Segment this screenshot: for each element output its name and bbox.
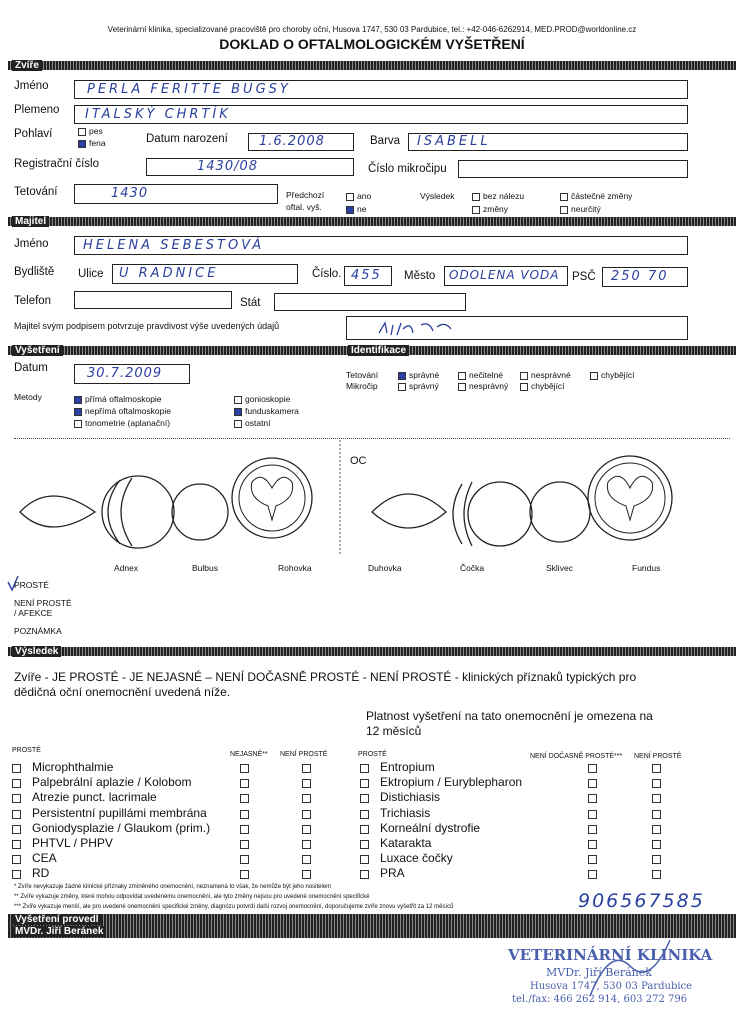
left-disease-col2-checkbox[interactable] — [302, 779, 311, 788]
handwritten-chip-number: 906567585 — [578, 890, 705, 912]
right-disease-free-checkbox[interactable] — [360, 870, 369, 879]
street-value: U RADNICE — [119, 266, 219, 281]
city-label: Město — [404, 270, 436, 282]
left-disease-col2-checkbox[interactable] — [302, 870, 311, 879]
left-disease-name: Persistentní pupillámi membrána — [32, 805, 207, 820]
left-disease-col1-checkbox[interactable] — [240, 794, 249, 803]
left-head-unclear: NEJASNÉ** — [230, 751, 268, 758]
tattoo-field[interactable] — [74, 184, 278, 204]
owner-signature-field[interactable] — [346, 316, 688, 340]
section-label-examiner: Vyšetření provedl — [12, 914, 102, 925]
right-disease-name: Luxace čočky — [380, 851, 453, 866]
owner-name-field[interactable] — [74, 236, 688, 255]
right-disease-col2-checkbox[interactable] — [652, 810, 661, 819]
left-disease-col1-checkbox[interactable] — [240, 764, 249, 773]
left-disease-free-checkbox[interactable] — [12, 840, 21, 849]
phone-label: Telefon — [14, 295, 52, 307]
right-disease-free-checkbox[interactable] — [360, 764, 369, 773]
breed-value: ITALSKÝ CHRTÍK — [85, 107, 231, 122]
left-head-not-free: NENÍ PROSTÉ — [280, 751, 328, 758]
label-sklivec: Sklivec — [546, 563, 573, 573]
right-disease-col2-checkbox[interactable] — [652, 779, 661, 788]
right-disease-name: Distichiasis — [380, 790, 441, 805]
section-label-exam: Vyšetření — [12, 345, 63, 356]
right-disease-col2-checkbox[interactable] — [652, 840, 661, 849]
right-disease-col2-checkbox[interactable] — [652, 764, 661, 773]
right-disease-col2-checkbox[interactable] — [652, 855, 661, 864]
right-disease-free-checkbox[interactable] — [360, 855, 369, 864]
clinic-line: Veterinární klinika, specializované pracoviště pro choroby oční, Husova 1747, 530 03 Pardubice, tel.: +42-046-6262914, MED.PROD@worldonline.cz — [107, 25, 637, 34]
number-field[interactable] — [344, 266, 392, 286]
oc-label: OC — [350, 455, 367, 467]
ident-tattoo-incorrect[interactable]: nesprávné — [520, 370, 571, 380]
exam-date-value: 30.7.2009 — [87, 366, 163, 381]
right-disease-col1-checkbox[interactable] — [588, 810, 597, 819]
right-disease-name: Katarakta — [380, 836, 432, 850]
label-fundus: Fundus — [632, 563, 661, 573]
city-field[interactable] — [444, 266, 568, 286]
validity-line-1: Platnost vyšetření na tato onemocnění je omezena na — [366, 709, 653, 723]
verdict-statement-2: dědičná oční onemocnění uvedená níže. — [14, 685, 231, 699]
exam-date-field[interactable] — [74, 364, 190, 384]
left-disease-free-checkbox[interactable] — [12, 810, 21, 819]
section-label-verdict: Výsledek — [12, 646, 61, 657]
method-funduscamera[interactable]: funduskamera — [234, 406, 299, 416]
page-title: DOKLAD O OFTALMOLOGICKÉM VYŠETŘENÍ — [219, 36, 525, 52]
prev-exam-label-2: oftal. vyš. — [286, 202, 322, 212]
left-disease-col2-checkbox[interactable] — [302, 855, 311, 864]
left-disease-free-checkbox[interactable] — [12, 855, 21, 864]
right-disease-col2-checkbox[interactable] — [652, 870, 661, 879]
prev-no[interactable]: ne — [346, 204, 366, 214]
state-field[interactable] — [274, 293, 466, 311]
left-disease-name: Goniodysplazie / Glaukom (prim.) — [32, 820, 211, 835]
number-value: 455 — [351, 268, 382, 283]
section-bar-owner — [8, 217, 736, 226]
ident-tattoo-correct[interactable]: správné — [398, 370, 439, 380]
phone-field[interactable] — [74, 291, 232, 309]
right-disease-col1-checkbox[interactable] — [588, 840, 597, 849]
address-label: Bydliště — [14, 266, 55, 278]
label-cocka: Čočka — [460, 563, 485, 573]
verdict-statement-1: Zvíře - JE PROSTÉ - JE NEJASNÉ – NENÍ DOČASNĚ PROSTÉ - NENÍ PROSTÉ - klinických příznaků typických pro — [14, 670, 637, 684]
animal-name-field[interactable] — [74, 80, 688, 99]
right-head-not-free: NENÍ PROSTÉ — [634, 753, 682, 760]
street-field[interactable] — [112, 264, 298, 284]
left-disease-name: Atrezie punct. lacrimale — [32, 790, 157, 805]
right-head-free: PROSTÉ — [358, 751, 387, 758]
zip-field[interactable] — [602, 267, 688, 287]
method-tonometry[interactable]: tonometrie (aplanační) — [74, 418, 170, 428]
right-disease-col1-checkbox[interactable] — [588, 794, 597, 803]
dob-label: Datum narození — [146, 133, 228, 145]
result-no-finding[interactable]: bez nálezu — [472, 191, 524, 201]
reg-field[interactable] — [146, 158, 354, 176]
label-bulbus: Bulbus — [192, 563, 218, 573]
method-other[interactable]: ostatní — [234, 418, 271, 428]
right-head-temp: NENÍ DOČASNĚ PROSTÉ*** — [530, 753, 623, 760]
left-disease-col1-checkbox[interactable] — [240, 870, 249, 879]
reg-value: 1430/08 — [197, 159, 259, 174]
prev-exam-label-1: Předchozí — [286, 190, 325, 200]
section-bar-examiner — [8, 914, 736, 938]
stamp-line-1: VETERINÁRNÍ KLINIKA — [508, 946, 713, 964]
ident-chip-label: Mikročip — [346, 381, 378, 391]
right-disease-col2-checkbox[interactable] — [652, 794, 661, 803]
section-bar-animal — [8, 61, 736, 70]
examiner-name: MVDr. Jiří Beránek — [12, 926, 106, 937]
right-disease-name: PRA — [380, 866, 405, 881]
ident-tattoo-label: Tetování — [346, 370, 379, 380]
right-disease-col1-checkbox[interactable] — [588, 764, 597, 773]
right-disease-free-checkbox[interactable] — [360, 840, 369, 849]
finding-note[interactable]: POZNÁMKA — [14, 626, 62, 636]
owner-signature — [377, 319, 457, 337]
ident-chip-missing[interactable]: chybějící — [520, 381, 565, 391]
tattoo-label: Tetování — [14, 186, 58, 198]
ident-chip-incorrect[interactable]: nesprávný — [458, 381, 508, 391]
footnote-2: ** Zvíře vykazuje změny, které mohou odpovídat uvedenému onemocnění, ale tyto změny nejsou pro uvedené onemocnění specifické — [14, 894, 370, 900]
right-disease-name: Trichiasis — [380, 805, 431, 820]
eye-diagram — [0, 440, 744, 560]
left-disease-col1-checkbox[interactable] — [240, 779, 249, 788]
method-direct[interactable]: přímá oftalmoskopie — [74, 394, 162, 404]
left-disease-name: CEA — [32, 851, 57, 866]
zip-value: 250 70 — [611, 269, 669, 284]
section-label-owner: Majitel — [12, 216, 49, 227]
sex-label: Pohlaví — [14, 128, 53, 140]
zip-label: PSČ — [572, 271, 596, 283]
right-disease-free-checkbox[interactable] — [360, 825, 369, 834]
left-disease-col2-checkbox[interactable] — [302, 764, 311, 773]
left-disease-col2-checkbox[interactable] — [302, 794, 311, 803]
tattoo-value: 1430 — [111, 186, 149, 201]
result-undetermined[interactable]: neurčitý — [560, 204, 601, 214]
finding-not-free[interactable]: NENÍ PROSTÉ — [14, 598, 72, 608]
street-label: Ulice — [78, 268, 104, 280]
right-disease-free-checkbox[interactable] — [360, 794, 369, 803]
left-disease-name: PHTVL / PHPV — [32, 836, 113, 850]
left-disease-free-checkbox[interactable] — [12, 825, 21, 834]
right-disease-free-checkbox[interactable] — [360, 810, 369, 819]
right-disease-col1-checkbox[interactable] — [588, 855, 597, 864]
left-disease-col2-checkbox[interactable] — [302, 825, 311, 834]
section-label-animal: Zvíře — [12, 60, 42, 71]
right-disease-name: Korneální dystrofie — [380, 820, 481, 835]
dob-value: 1.6.2008 — [259, 134, 325, 149]
animal-name-value: PERLA FERITTE BUGSY — [87, 82, 291, 97]
left-disease-col1-checkbox[interactable] — [240, 825, 249, 834]
validity-line-2: 12 měsíců — [366, 724, 422, 738]
section-label-identification: Identifikace — [348, 345, 409, 356]
left-disease-name: RD — [32, 866, 50, 881]
examiner-signature — [580, 936, 680, 1006]
left-disease-free-checkbox[interactable] — [12, 870, 21, 879]
section-bar-verdict — [8, 647, 736, 656]
reg-label: Registrační číslo — [14, 158, 100, 170]
footnote-1: * Zvíře nevykazuje žádné klinické příznaky zmíněného onemocnění, neznamená to však, že nemůže být jeho nositelem — [14, 884, 332, 890]
owner-sign-label: Majitel svým podpisem potvrzuje pravdivost výše uvedených údajů — [14, 321, 280, 331]
ident-tattoo-illegible[interactable]: nečitelné — [458, 370, 503, 380]
breed-field[interactable] — [74, 105, 688, 124]
left-disease-free-checkbox[interactable] — [12, 764, 21, 773]
color-value: ISABELL — [417, 134, 491, 149]
owner-name-value: HELENA SEBESTOVÁ — [83, 238, 265, 253]
right-disease-col1-checkbox[interactable] — [588, 825, 597, 834]
left-disease-col1-checkbox[interactable] — [240, 855, 249, 864]
right-disease-col1-checkbox[interactable] — [588, 870, 597, 879]
ident-chip-correct[interactable]: správný — [398, 381, 439, 391]
left-disease-free-checkbox[interactable] — [12, 779, 21, 788]
left-disease-name: Palpebrální aplazie / Kolobom — [32, 775, 192, 790]
chip-field[interactable] — [458, 160, 688, 178]
method-gonioscopy[interactable]: gonioskopie — [234, 394, 290, 404]
left-disease-name: Microphthalmie — [32, 760, 114, 774]
right-disease-free-checkbox[interactable] — [360, 779, 369, 788]
city-value: ODOLENA VODA — [449, 268, 560, 282]
right-disease-name: Ektropium / Euryblepharon — [380, 775, 523, 790]
label-rohovka: Rohovka — [278, 563, 312, 573]
animal-name-label: Jméno — [14, 80, 49, 92]
ident-tattoo-missing[interactable]: chybějící — [590, 370, 635, 380]
left-disease-free-checkbox[interactable] — [12, 794, 21, 803]
right-disease-name: Entropium — [380, 760, 435, 774]
label-adnex: Adnex — [114, 563, 139, 573]
owner-name-label: Jméno — [14, 238, 49, 250]
left-head-free: PROSTÉ — [12, 747, 41, 754]
result-label: Výsledek — [420, 191, 455, 201]
dob-field[interactable] — [248, 133, 354, 151]
color-field[interactable] — [408, 133, 688, 151]
state-label: Stát — [240, 297, 261, 309]
left-disease-col2-checkbox[interactable] — [302, 840, 311, 849]
prev-yes[interactable]: ano — [346, 191, 371, 201]
footnote-3: *** Zvíře vykazuje menší, ale pro uvedené onemocnění specifické změny, diagnózu potvrdí další rozvoj onemocnění, doporučujeme zvíře znovu vyšetřit za 12 měsíců — [14, 904, 454, 910]
result-partial[interactable]: částečné změny — [560, 191, 632, 201]
right-disease-col2-checkbox[interactable] — [652, 825, 661, 834]
finding-free[interactable]: PROSTÉ — [14, 580, 49, 590]
right-disease-col1-checkbox[interactable] — [588, 779, 597, 788]
method-indirect[interactable]: nepřímá oftalmoskopie — [74, 406, 171, 416]
left-disease-col2-checkbox[interactable] — [302, 810, 311, 819]
breed-label: Plemeno — [14, 104, 60, 116]
number-label: Číslo. — [312, 268, 342, 280]
stamp-line-4: tel./fax: 466 262 914, 603 272 796 — [512, 994, 688, 1005]
left-disease-col1-checkbox[interactable] — [240, 840, 249, 849]
color-label: Barva — [370, 135, 401, 147]
stamp-line-3: Husova 1747, 530 03 Pardubice — [530, 981, 693, 992]
label-duhovka: Duhovka — [368, 563, 402, 573]
methods-label: Metody — [14, 392, 42, 402]
diagram-top-border — [14, 438, 730, 439]
result-changes[interactable]: změny — [472, 204, 508, 214]
sex-male[interactable]: pes — [78, 126, 103, 136]
left-disease-col1-checkbox[interactable] — [240, 810, 249, 819]
exam-date-label: Datum — [14, 362, 48, 374]
finding-affection[interactable]: / AFEKCE — [14, 608, 53, 618]
chip-label: Číslo mikročipu — [368, 163, 447, 175]
stamp-line-2: MVDr. Jiří Beránek — [546, 966, 652, 979]
sex-female[interactable]: fena — [78, 138, 106, 148]
